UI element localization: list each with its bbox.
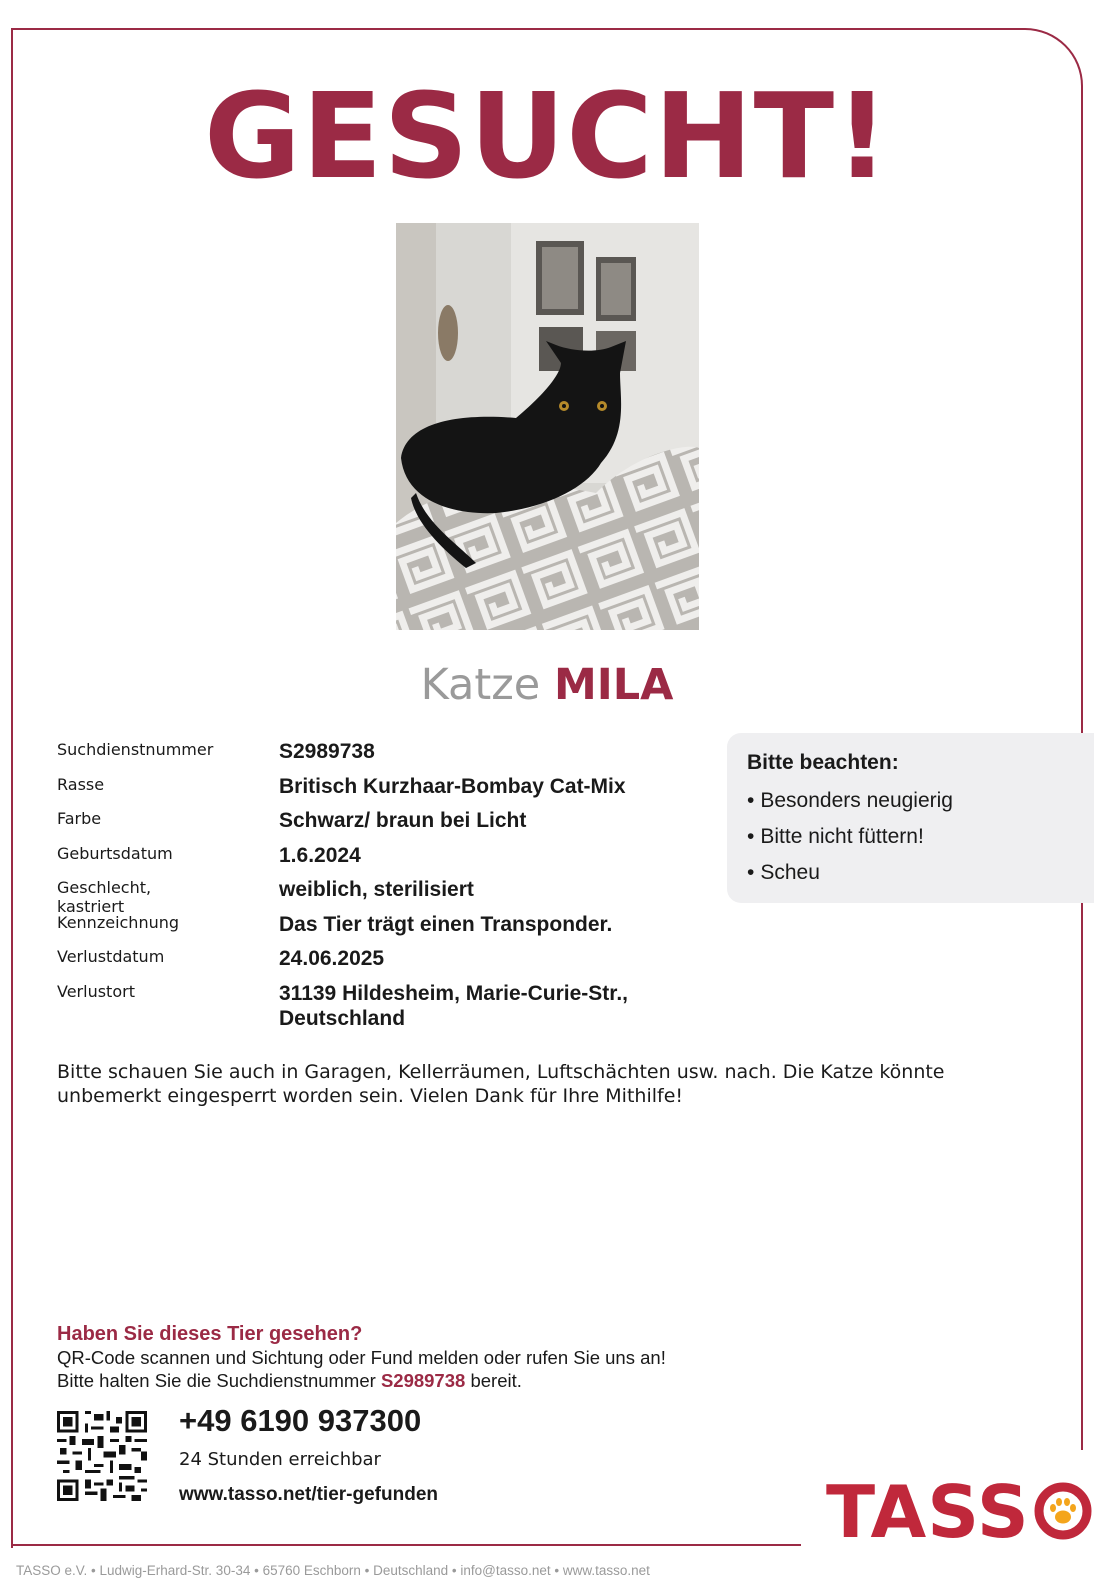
pet-name-heading [0, 660, 1094, 712]
detail-label: Verlustdatum [57, 947, 165, 966]
phone-number[interactable]: +49 6190 937300 [179, 1403, 422, 1438]
detail-label: Farbe [57, 809, 102, 828]
detail-value: Britisch Kurzhaar-Bombay Cat-Mix [279, 774, 626, 798]
availability-text: 24 Stunden erreichbar [179, 1449, 381, 1470]
detail-value: Schwarz/ braun bei Licht [279, 809, 527, 832]
note-item: • Bitte nicht füttern! [747, 824, 953, 860]
pet-photo [396, 223, 699, 630]
detail-value: Das Tier trägt einen Transponder. [279, 912, 613, 936]
footer-address: TASSO e.V. • Ludwig-Erhard-Str. 30-34 • 65760 Eschborn • Deutschland • info@tasso.net • www.tasso.net [16, 1563, 650, 1578]
detail-label: Kennzeichnung [57, 912, 180, 932]
search-number-highlight: S2989738 [380, 1369, 466, 1391]
advice-line2: unbemerkt eingesperrt worden sein. Vielen Dank für Ihre Mithilfe! [57, 1085, 684, 1108]
detail-value: weiblich, sterilisiert [279, 878, 474, 901]
contact-line2-prefix: Bitte halten Sie die Suchdienstnummer [57, 1369, 376, 1391]
note-list [747, 788, 953, 896]
note-item: • Besonders neugierig [747, 788, 953, 824]
detail-value: 1.6.2024 [279, 843, 361, 867]
detail-label: Suchdienstnummer [57, 740, 214, 759]
tasso-logo [826, 1470, 1092, 1556]
detail-value: 24.06.2025 [279, 947, 385, 970]
qr-code[interactable] [57, 1411, 147, 1501]
logo-text: TASS [826, 1470, 1030, 1554]
pet-species: Katze [420, 660, 541, 710]
pet-name: MILA [553, 660, 674, 710]
contact-line2-suffix: bereit. [470, 1369, 522, 1391]
note-heading: Bitte beachten: [747, 751, 899, 774]
detail-label: Verlustort [57, 981, 135, 1001]
poster-title: GESUCHT! [204, 67, 890, 205]
search-advice [57, 1060, 1017, 1109]
advice-line1: Bitte schauen Sie auch in Garagen, Kellerräumen, Luftschächten usw. nach. Die Katze könnte [57, 1061, 945, 1083]
frame-bottom-line [11, 1544, 801, 1546]
location-line1: 31139 Hildesheim, Marie-Curie-Str., [279, 981, 628, 1005]
website-link[interactable]: www.tasso.net/tier-gefunden [179, 1484, 438, 1505]
detail-label: Rasse [57, 774, 105, 794]
contact-section [57, 1322, 957, 1393]
contact-line2 [57, 1370, 957, 1393]
note-item: • Scheu [747, 860, 953, 896]
detail-value [279, 981, 699, 1031]
contact-line1: QR-Code scannen und Sichtung oder Fund melden oder rufen Sie uns an! [57, 1346, 666, 1368]
location-line2: Deutschland [279, 1006, 406, 1030]
note-box [727, 733, 1094, 903]
contact-question: Haben Sie dieses Tier gesehen? [57, 1323, 363, 1345]
detail-value: S2989738 [279, 740, 375, 763]
paw-o-icon [1034, 1482, 1092, 1540]
detail-label: Geburtsdatum [57, 843, 173, 863]
detail-label: Geschlecht, kastriert [57, 878, 152, 916]
